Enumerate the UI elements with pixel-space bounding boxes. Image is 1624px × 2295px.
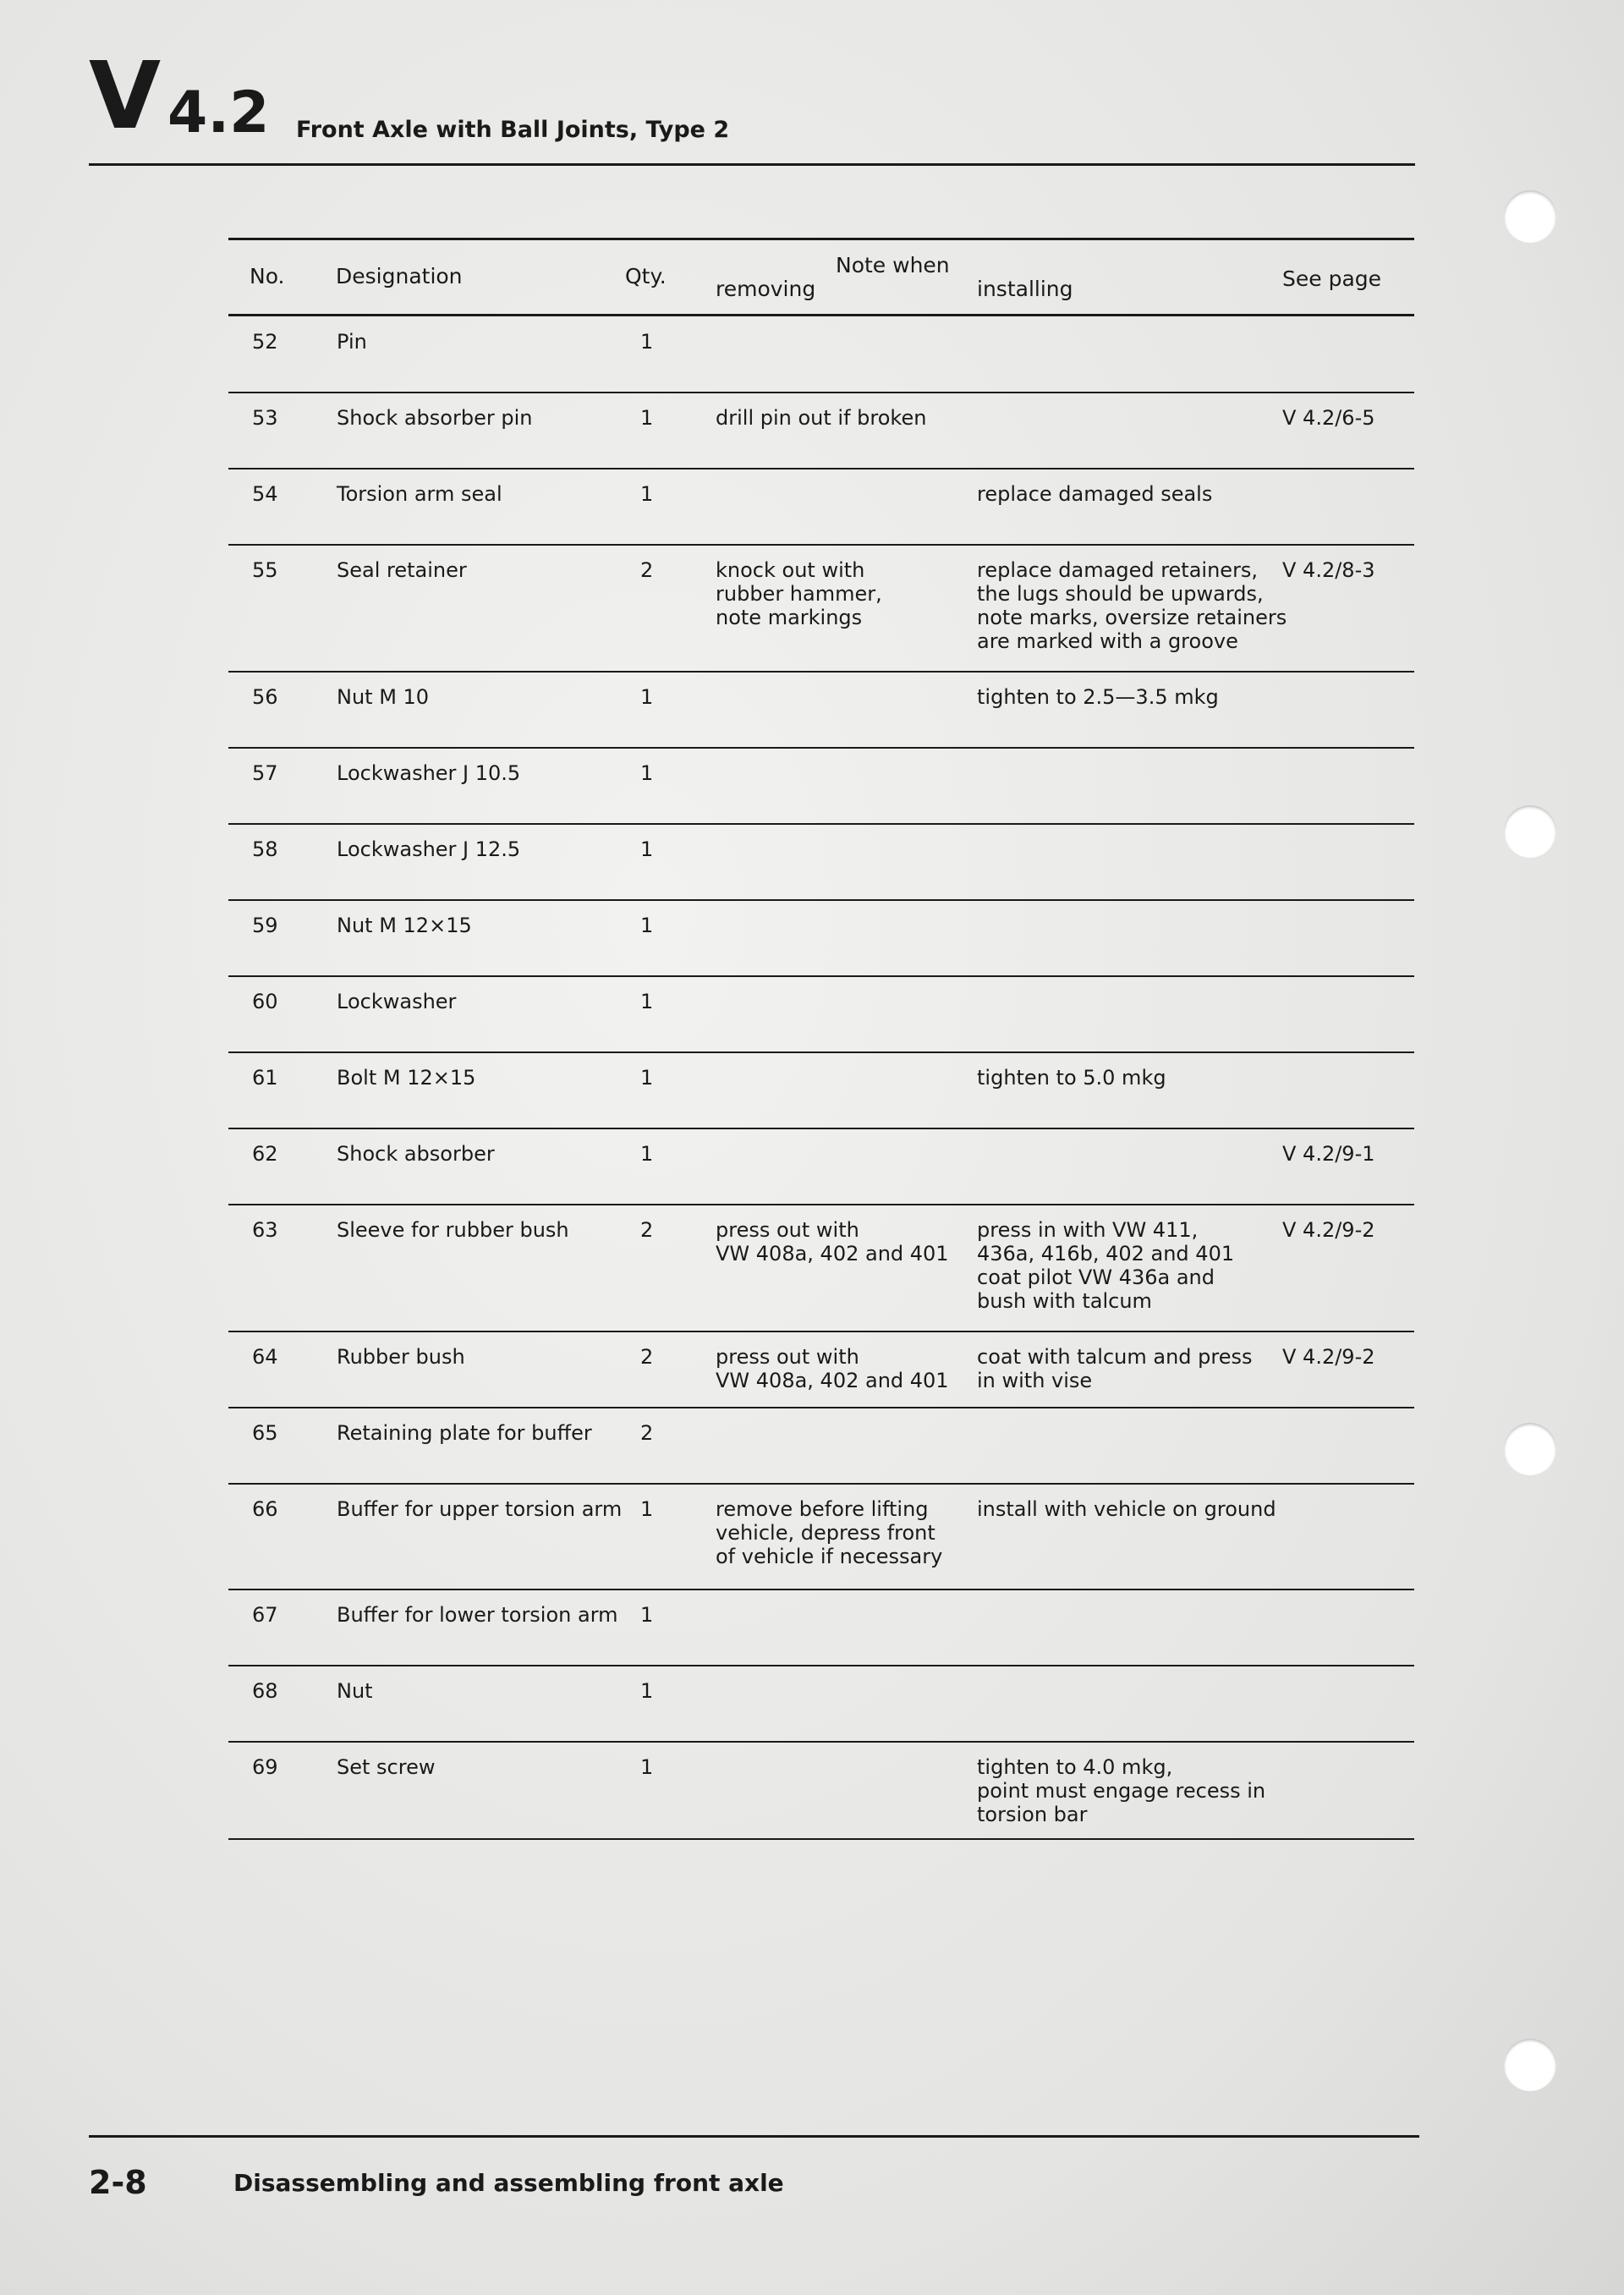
row-designation: Buffer for lower torsion arm: [337, 1603, 618, 1627]
row-see-page: V 4.2/9-2: [1282, 1218, 1375, 1242]
row-number: 69: [252, 1755, 278, 1779]
table-row: [228, 317, 1414, 393]
table-row: [228, 393, 1414, 469]
col-header-no: No.: [250, 264, 285, 288]
row-designation: Lockwasher J 10.5: [337, 761, 521, 785]
table-row: [228, 1590, 1414, 1666]
row-qty: 1: [640, 1142, 654, 1166]
table-row: [228, 546, 1414, 673]
footer-title: Disassembling and assembling front axle: [233, 2169, 784, 2197]
row-number: 52: [252, 330, 278, 354]
row-qty: 1: [640, 1755, 654, 1779]
table-header-rule: [228, 314, 1414, 316]
section-number: 4.2: [167, 80, 270, 146]
row-qty: 1: [640, 406, 654, 430]
table-row: [228, 673, 1414, 749]
row-note-installing: install with vehicle on ground: [977, 1497, 1276, 1521]
row-number: 55: [252, 558, 278, 582]
row-number: 59: [252, 914, 278, 937]
row-qty: 2: [640, 1345, 654, 1369]
binder-hole: [1504, 805, 1556, 858]
row-number: 66: [252, 1497, 278, 1521]
row-qty: 1: [640, 1679, 654, 1703]
row-qty: 1: [640, 990, 654, 1013]
table-top-rule: [228, 238, 1414, 240]
binder-hole: [1504, 2039, 1556, 2091]
row-see-page: V 4.2/6-5: [1282, 406, 1375, 430]
row-note-removing: press out with VW 408a, 402 and 401: [716, 1345, 949, 1392]
row-qty: 1: [640, 761, 654, 785]
page-title: Front Axle with Ball Joints, Type 2: [296, 117, 730, 143]
row-qty: 1: [640, 1603, 654, 1627]
row-designation: Pin: [337, 330, 367, 354]
row-designation: Rubber bush: [337, 1345, 465, 1369]
row-number: 67: [252, 1603, 278, 1627]
table-row: [228, 1205, 1414, 1332]
footer-rule: [89, 2135, 1419, 2138]
row-note-installing: tighten to 2.5—3.5 mkg: [977, 685, 1219, 709]
row-designation: Bolt M 12×15: [337, 1066, 476, 1090]
table-row: [228, 825, 1414, 901]
row-designation: Torsion arm seal: [337, 482, 502, 506]
row-rule: [228, 1838, 1414, 1840]
binder-hole: [1504, 1423, 1556, 1475]
row-number: 57: [252, 761, 278, 785]
row-number: 62: [252, 1142, 278, 1166]
row-number: 65: [252, 1421, 278, 1445]
row-qty: 1: [640, 837, 654, 861]
row-note-removing: press out with VW 408a, 402 and 401: [716, 1218, 949, 1266]
row-qty: 1: [640, 1066, 654, 1090]
row-designation: Buffer for upper torsion arm: [337, 1497, 623, 1521]
row-see-page: V 4.2/9-1: [1282, 1142, 1375, 1166]
row-qty: 2: [640, 1421, 654, 1445]
row-designation: Shock absorber pin: [337, 406, 533, 430]
row-qty: 1: [640, 330, 654, 354]
header-rule: [89, 163, 1415, 166]
row-note-installing: tighten to 5.0 mkg: [977, 1066, 1166, 1090]
table-row: [228, 1053, 1414, 1129]
row-number: 63: [252, 1218, 278, 1242]
page-number: 2-8: [89, 2164, 147, 2201]
row-see-page: V 4.2/8-3: [1282, 558, 1375, 582]
row-qty: 1: [640, 685, 654, 709]
table-row: [228, 1408, 1414, 1485]
col-header-designation: Designation: [336, 264, 463, 288]
row-note-removing: remove before lifting vehicle, depress front of vehicle if necessary: [716, 1497, 943, 1568]
table-row: [228, 977, 1414, 1053]
table-row: [228, 469, 1414, 546]
row-number: 61: [252, 1066, 278, 1090]
row-number: 56: [252, 685, 278, 709]
row-number: 60: [252, 990, 278, 1013]
row-qty: 1: [640, 1497, 654, 1521]
row-note-installing: replace damaged seals: [977, 482, 1213, 506]
row-designation: Retaining plate for buffer: [337, 1421, 592, 1445]
row-designation: Lockwasher J 12.5: [337, 837, 521, 861]
row-see-page: V 4.2/9-2: [1282, 1345, 1375, 1369]
row-qty: 2: [640, 558, 654, 582]
row-designation: Seal retainer: [337, 558, 467, 582]
row-note-removing: drill pin out if broken: [716, 406, 927, 430]
row-note-installing: tighten to 4.0 mkg, point must engage recess in torsion bar: [977, 1755, 1266, 1826]
row-note-installing: coat with talcum and press in with vise: [977, 1345, 1253, 1392]
row-note-installing: press in with VW 411, 436a, 416b, 402 and 401 coat pilot VW 436a and bush with talcum: [977, 1218, 1235, 1313]
table-row: [228, 1332, 1414, 1408]
row-designation: Nut: [337, 1679, 373, 1703]
binder-hole: [1504, 190, 1556, 243]
col-header-installing: installing: [977, 277, 1073, 301]
table-row: [228, 1743, 1414, 1840]
row-number: 58: [252, 837, 278, 861]
row-designation: Nut M 12×15: [337, 914, 472, 937]
row-designation: Sleeve for rubber bush: [337, 1218, 569, 1242]
row-number: 53: [252, 406, 278, 430]
row-number: 64: [252, 1345, 278, 1369]
row-designation: Lockwasher: [337, 990, 457, 1013]
col-header-note-when: Note when: [836, 253, 950, 277]
section-letter: V: [89, 41, 158, 150]
row-designation: Shock absorber: [337, 1142, 495, 1166]
row-number: 68: [252, 1679, 278, 1703]
row-number: 54: [252, 482, 278, 506]
table-row: [228, 749, 1414, 825]
col-header-removing: removing: [716, 277, 816, 301]
row-qty: 2: [640, 1218, 654, 1242]
row-qty: 1: [640, 914, 654, 937]
row-designation: Nut M 10: [337, 685, 430, 709]
col-header-see-page: See page: [1282, 266, 1382, 291]
table-row: [228, 901, 1414, 977]
table-row: [228, 1485, 1414, 1590]
col-header-qty: Qty.: [625, 264, 667, 288]
table-row: [228, 1666, 1414, 1743]
table-row: [228, 1129, 1414, 1205]
row-qty: 1: [640, 482, 654, 506]
row-note-installing: replace damaged retainers, the lugs should be upwards, note marks, oversize retainers are marked with a groove: [977, 558, 1287, 653]
row-designation: Set screw: [337, 1755, 436, 1779]
row-note-removing: knock out with rubber hammer, note markings: [716, 558, 882, 629]
